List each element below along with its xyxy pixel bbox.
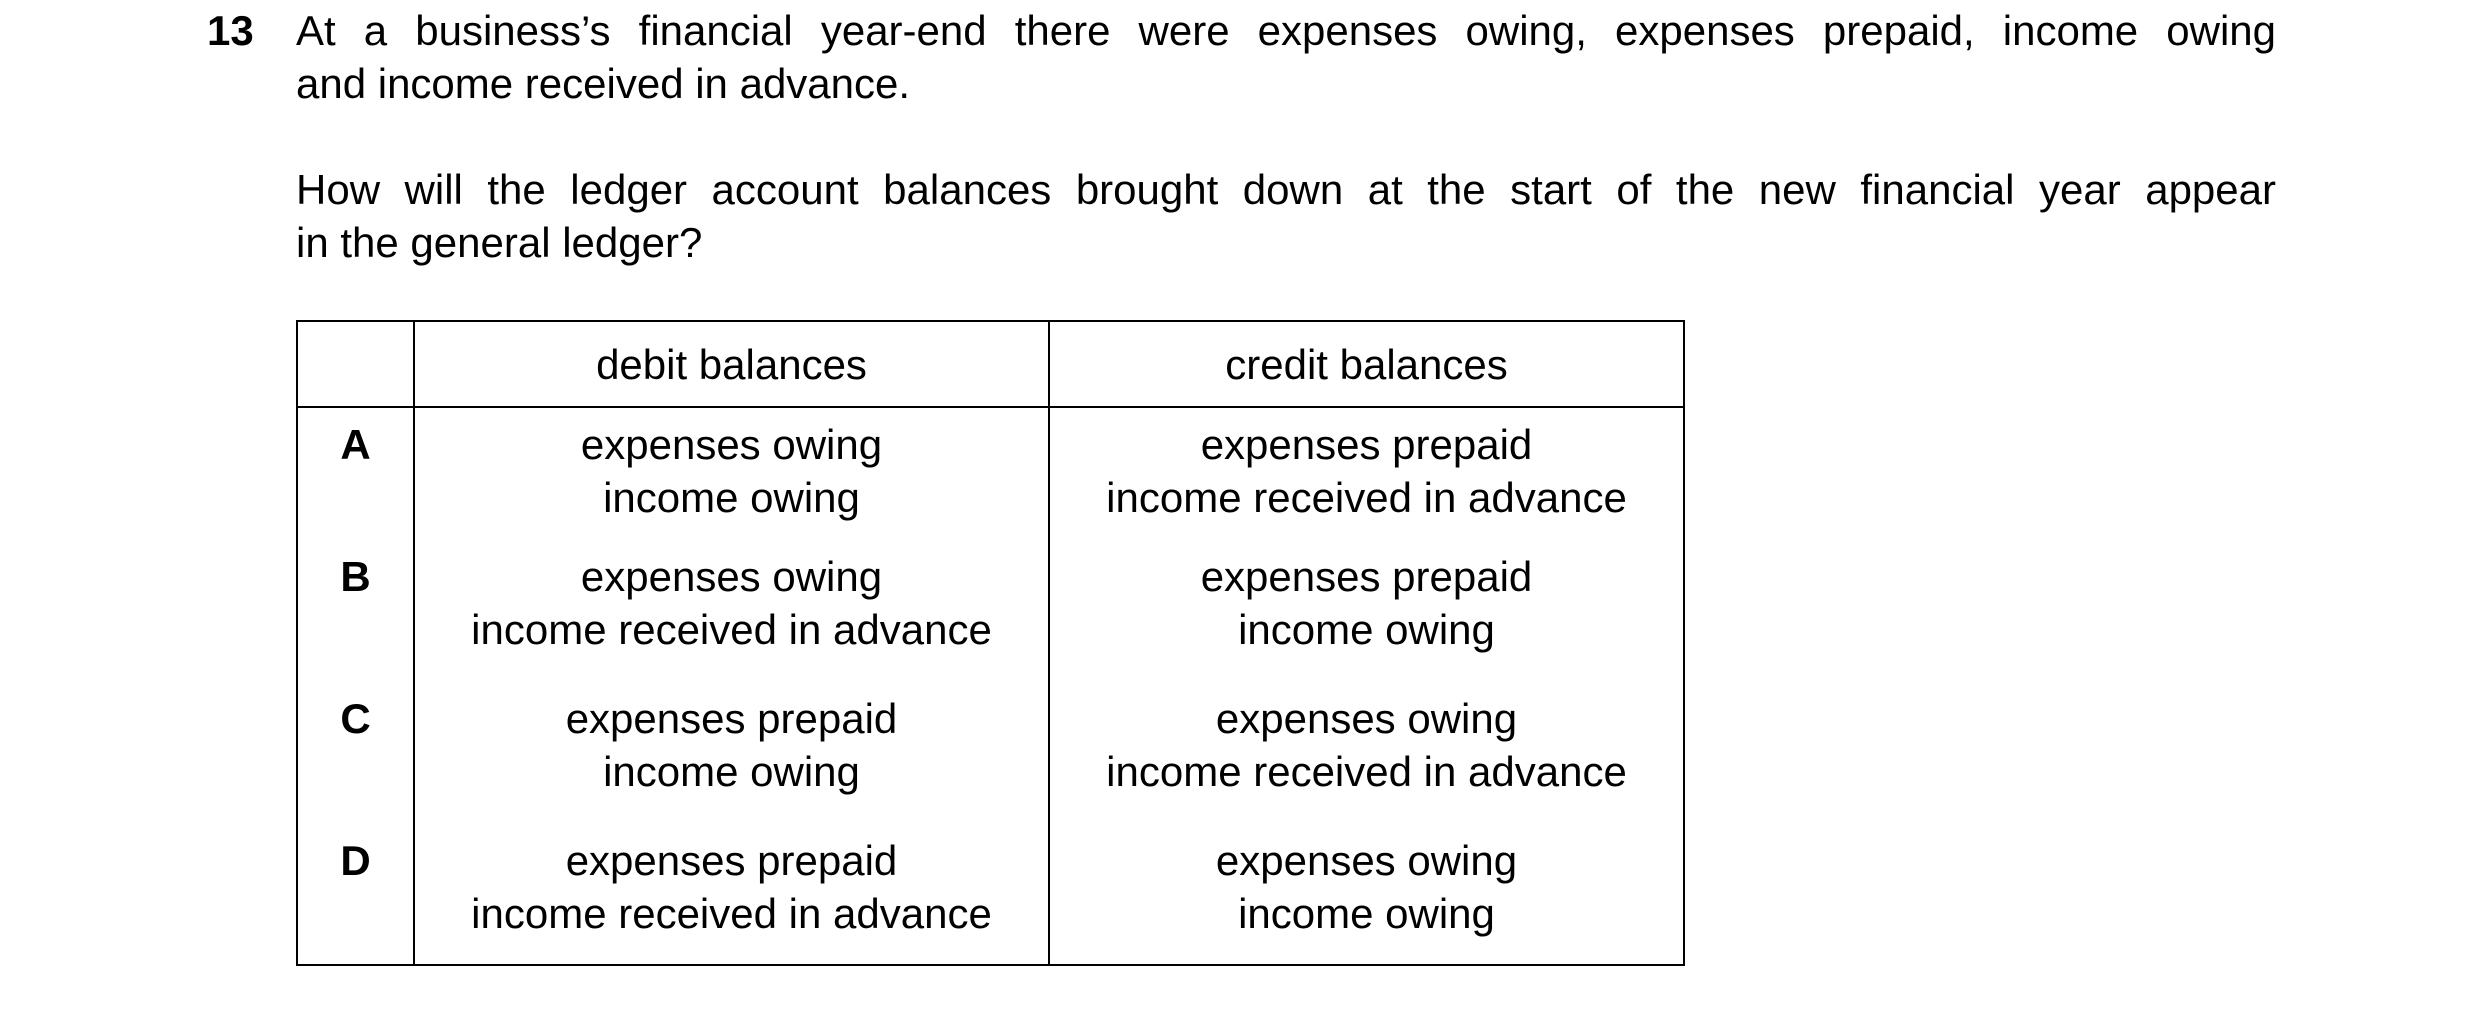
credit-item: expenses owing [1215, 837, 1518, 884]
question-stem-line: At a business’s financial year-end there were expenses owing, expenses prepaid, income owing [296, 7, 2276, 54]
debit-item: income received in advance [471, 890, 992, 937]
credit-item: expenses owing [1215, 695, 1518, 742]
question-prompt-line: How will the ledger account balances brought down at the start of the new financial year appear [296, 166, 2276, 213]
header-letter-cell [297, 321, 414, 407]
option-letter[interactable]: B [297, 550, 414, 692]
header-credit-balances: credit balances [1049, 321, 1684, 407]
option-row-c[interactable] [297, 692, 1684, 834]
credit-item: expenses prepaid [1200, 421, 1533, 468]
option-row-b[interactable] [297, 550, 1684, 692]
table-header-row [297, 321, 1684, 407]
debit-cell [414, 692, 1049, 834]
credit-cell [1049, 407, 1684, 550]
credit-item: income received in advance [1106, 474, 1627, 521]
credit-cell [1049, 550, 1684, 692]
debit-item: expenses owing [580, 553, 883, 600]
debit-item: income owing [603, 474, 860, 521]
option-row-a[interactable] [297, 407, 1684, 550]
debit-item: expenses owing [580, 421, 883, 468]
option-letter[interactable]: D [297, 834, 414, 965]
debit-cell [414, 550, 1049, 692]
debit-cell [414, 407, 1049, 550]
question-prompt-line: in the general ledger? [296, 219, 703, 266]
question-number: 13 [207, 7, 254, 54]
option-letter[interactable]: C [297, 692, 414, 834]
question-prompt [296, 163, 2276, 269]
header-debit-balances: debit balances [414, 321, 1049, 407]
debit-cell [414, 834, 1049, 965]
credit-item: income received in advance [1106, 748, 1627, 795]
debit-item: income received in advance [471, 606, 992, 653]
credit-item: expenses prepaid [1200, 553, 1533, 600]
credit-item: income owing [1238, 890, 1495, 937]
option-row-d[interactable] [297, 834, 1684, 965]
question-stem-line: and income received in advance. [296, 60, 911, 107]
debit-item: income owing [603, 748, 860, 795]
debit-item: expenses prepaid [565, 695, 898, 742]
credit-item: income owing [1238, 606, 1495, 653]
question-stem [296, 4, 2276, 110]
option-letter[interactable]: A [297, 407, 414, 550]
debit-item: expenses prepaid [565, 837, 898, 884]
answer-options-table [296, 320, 1685, 966]
credit-cell [1049, 834, 1684, 965]
credit-cell [1049, 692, 1684, 834]
